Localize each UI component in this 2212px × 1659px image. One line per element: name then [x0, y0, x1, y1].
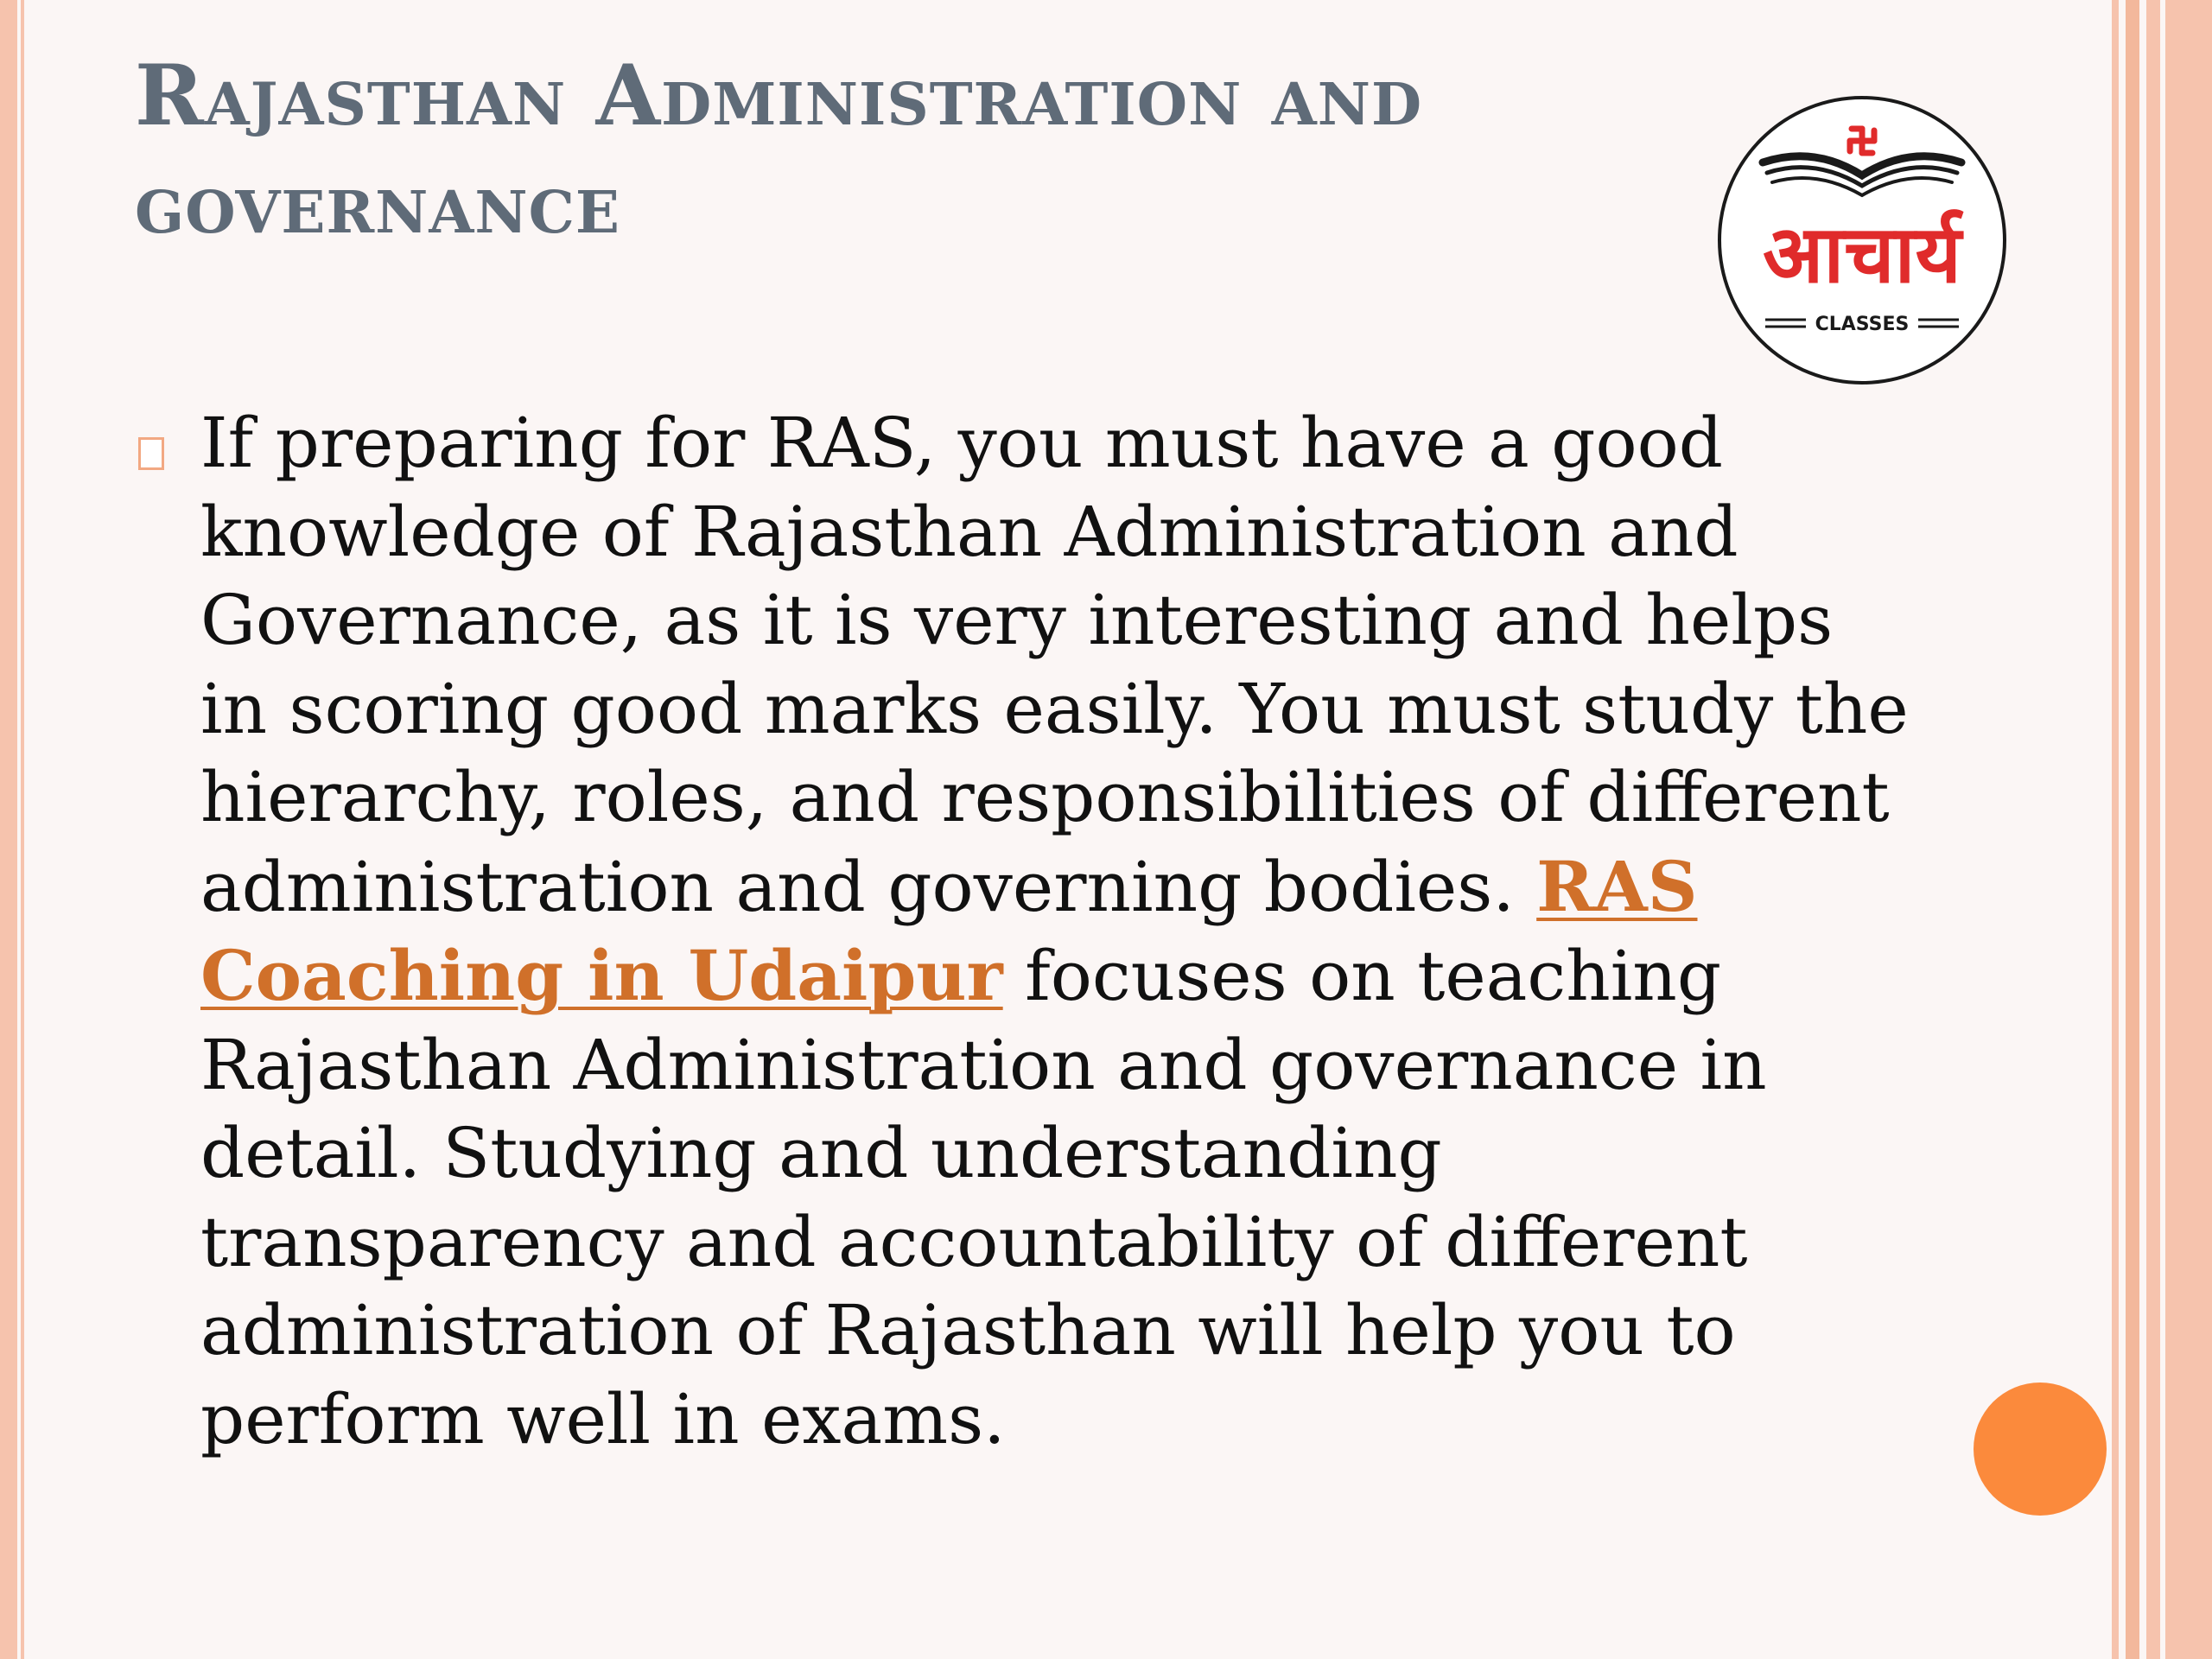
ras-coaching-link[interactable]: RAS Coaching in Udaipur [200, 845, 1698, 1016]
right-border-gap [2160, 0, 2165, 1659]
square-bullet-icon [138, 437, 164, 470]
bullet-item [135, 399, 1915, 1464]
body-text-continuation: focuses on teaching Rajasthan Administration and governance in detail. Studying and understanding transparency and accountability of different administration of Rajasthan will help you to perform well in exams. [200, 936, 1767, 1459]
slide-title: Rajasthan Administration and governance [135, 47, 1423, 252]
bullet-text [200, 399, 1915, 1464]
right-border-stripe-wide [2146, 0, 2212, 1659]
right-border-stripe-thin [2112, 0, 2119, 1659]
logo-brand-text: आचार्य [1763, 208, 1961, 301]
logo-emblem-icon [1715, 93, 2009, 387]
logo-sub-text: CLASSES [1815, 314, 1910, 335]
acharya-classes-logo [1715, 93, 2009, 387]
body-text-intro: If preparing for RAS, you must have a good knowledge of Rajasthan Administration and Governance, as it is very interesting and helps in scoring good marks easily. You must study the hierarchy, roles, and responsibilities of different administration and governing bodies. [200, 403, 1909, 927]
decorative-orange-circle [1974, 1382, 2107, 1516]
right-border-stripe-mid [2126, 0, 2139, 1659]
left-border-thin-stripe [21, 0, 24, 1659]
left-border-stripe [0, 0, 17, 1659]
